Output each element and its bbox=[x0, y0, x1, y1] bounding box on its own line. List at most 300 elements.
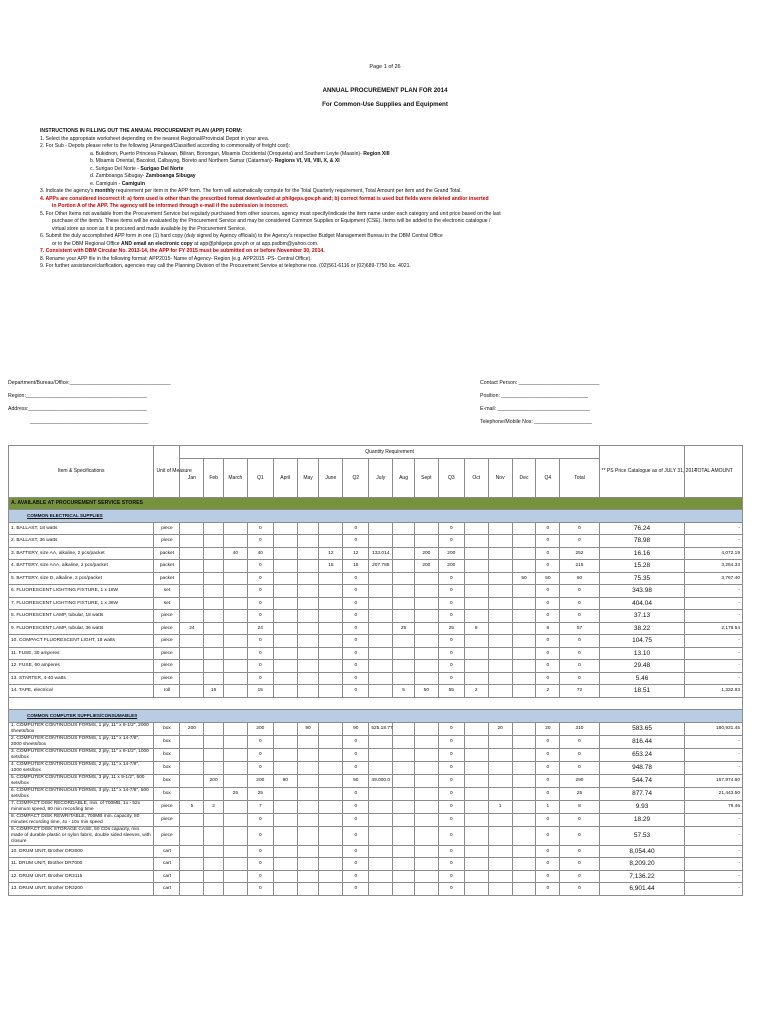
quantity-cell bbox=[180, 813, 204, 826]
quantity-cell: 200 bbox=[180, 722, 204, 735]
unit-price: 18.29 bbox=[599, 813, 685, 826]
total-amount: 1,332.83 bbox=[685, 685, 743, 698]
quantity-cell: 0 bbox=[343, 748, 369, 761]
quantity-cell: 0 bbox=[343, 610, 369, 623]
quantity-cell bbox=[464, 722, 488, 735]
quantity-cell bbox=[393, 610, 415, 623]
quantity-cell: 12 bbox=[343, 547, 369, 560]
quantity-cell bbox=[180, 685, 204, 698]
quantity-cell bbox=[488, 735, 512, 748]
quantity-cell bbox=[273, 826, 297, 845]
quantity-cell bbox=[369, 883, 393, 896]
quantity-cell bbox=[223, 813, 247, 826]
table-row bbox=[9, 883, 743, 896]
quantity-cell: 0 bbox=[560, 761, 599, 774]
total-amount: - bbox=[685, 610, 743, 623]
instruction-2d: d. Zamboanga Sibugay- Zamboanga Sibugay bbox=[90, 173, 196, 179]
unit-of-measure: cart bbox=[154, 858, 180, 871]
unit-of-measure: packet bbox=[154, 560, 180, 573]
unit-of-measure: piece bbox=[154, 800, 180, 813]
quantity-cell: 0 bbox=[560, 597, 599, 610]
table-row bbox=[9, 672, 743, 685]
quantity-cell: 0 bbox=[247, 761, 273, 774]
instruction-8: 8. Rename your APP file in the following format: APP2015- Name of Agency- Region (e.g. APP2015 -PS- Central Office). bbox=[40, 255, 312, 262]
item-name: 14. TAPE, electrical bbox=[9, 685, 154, 698]
quantity-cell bbox=[319, 845, 343, 858]
quantity-cell: 0 bbox=[536, 635, 560, 648]
quantity-cell bbox=[223, 748, 247, 761]
quantity-cell: 0 bbox=[438, 610, 464, 623]
quantity-cell bbox=[273, 787, 297, 800]
quantity-cell bbox=[488, 647, 512, 660]
unit-price: 76.24 bbox=[599, 522, 685, 535]
quantity-cell bbox=[319, 722, 343, 735]
quantity-cell bbox=[393, 547, 415, 560]
quantity-cell bbox=[223, 845, 247, 858]
quantity-cell bbox=[512, 610, 536, 623]
quantity-cell: 215 bbox=[560, 560, 599, 573]
quantity-cell bbox=[297, 826, 319, 845]
column-header-month: Q4 bbox=[536, 458, 560, 497]
item-name: 2. COMPUTER CONTINUOUS FORMS, 1 ply, 11" x 14-7/8", 2000 sheets/box bbox=[9, 735, 154, 748]
total-amount: 2,178.54 bbox=[685, 622, 743, 635]
quantity-cell bbox=[414, 735, 438, 748]
quantity-cell bbox=[414, 826, 438, 845]
quantity-cell bbox=[319, 774, 343, 787]
unit-of-measure: packet bbox=[154, 547, 180, 560]
quantity-cell bbox=[512, 748, 536, 761]
table-row bbox=[9, 845, 743, 858]
quantity-cell: 0 bbox=[438, 800, 464, 813]
quantity-cell bbox=[223, 610, 247, 623]
instruction-2: 2. For Sub - Depots please refer to the following (Arranged/Classified according to commonality of freight cost): bbox=[40, 143, 290, 149]
quantity-cell bbox=[488, 870, 512, 883]
quantity-cell bbox=[273, 883, 297, 896]
quantity-cell: 0 bbox=[560, 522, 599, 535]
quantity-cell: 0 bbox=[536, 647, 560, 660]
column-header-item: Item & Specifications bbox=[9, 446, 154, 498]
quantity-cell bbox=[414, 672, 438, 685]
quantity-cell bbox=[180, 660, 204, 673]
quantity-cell bbox=[223, 635, 247, 648]
quantity-cell bbox=[319, 522, 343, 535]
quantity-cell bbox=[393, 660, 415, 673]
quantity-cell bbox=[488, 845, 512, 858]
quantity-cell: 0 bbox=[343, 685, 369, 698]
item-name: 12. FUSE, 60 amperes bbox=[9, 660, 154, 673]
quantity-cell bbox=[369, 787, 393, 800]
quantity-cell bbox=[223, 522, 247, 535]
quantity-cell: 0 bbox=[536, 748, 560, 761]
instruction-3: 3. Indicate the agency's monthly requirement per item in the APP form. The form will automatically compute for the Total Quarterly requirement, Total Amount per item and the Grand Total. bbox=[40, 188, 462, 194]
quantity-cell bbox=[223, 826, 247, 845]
quantity-cell bbox=[464, 572, 488, 585]
quantity-cell bbox=[464, 672, 488, 685]
quantity-cell bbox=[369, 660, 393, 673]
instructions-block bbox=[40, 128, 740, 271]
quantity-cell bbox=[369, 585, 393, 598]
unit-of-measure: piece bbox=[154, 635, 180, 648]
item-name: 7. COMPACT DISK RECORDABLE, min. of 700MB, 1x - 52x minimum speed, 80 min recording time bbox=[9, 800, 154, 813]
quantity-cell bbox=[204, 522, 224, 535]
total-amount: - bbox=[685, 858, 743, 871]
column-header-quantity: Quantity Requirement bbox=[180, 446, 599, 459]
table-row bbox=[9, 622, 743, 635]
item-name: 11. FUSE, 30 amperes bbox=[9, 647, 154, 660]
quantity-cell bbox=[297, 635, 319, 648]
region-field[interactable]: Region:__________________________________________ bbox=[8, 393, 148, 399]
quantity-cell bbox=[180, 748, 204, 761]
quantity-cell: 0 bbox=[343, 813, 369, 826]
quantity-cell bbox=[319, 597, 343, 610]
unit-price: 78.98 bbox=[599, 535, 685, 548]
table-row bbox=[9, 826, 743, 845]
item-name: 12. DRUM UNIT, Brother DR3115 bbox=[9, 870, 154, 883]
total-amount: - bbox=[685, 535, 743, 548]
quantity-cell: 0 bbox=[247, 813, 273, 826]
telephone-field[interactable]: Telephone/Mobile Nos: ____________________ bbox=[480, 419, 592, 425]
item-name: 1. COMPUTER CONTINUOUS FORMS, 1 ply, 11" x 9-1/2", 2000 sheets/box bbox=[9, 722, 154, 735]
quantity-cell bbox=[297, 735, 319, 748]
quantity-cell: 290 bbox=[560, 774, 599, 787]
quantity-cell: 90 bbox=[297, 722, 319, 735]
quantity-cell: 0 bbox=[247, 597, 273, 610]
table-row bbox=[9, 635, 743, 648]
quantity-cell bbox=[512, 522, 536, 535]
quantity-cell: 24 bbox=[180, 622, 204, 635]
item-name: 10. COMPACT FLUORESCENT LIGHT, 18 watts bbox=[9, 635, 154, 648]
quantity-cell bbox=[488, 858, 512, 871]
unit-price: 948.78 bbox=[599, 761, 685, 774]
item-name: 3. BATTERY, size AA, alkaline, 2 pcs/packet bbox=[9, 547, 154, 560]
quantity-cell: 310 bbox=[560, 722, 599, 735]
quantity-cell bbox=[297, 748, 319, 761]
quantity-cell bbox=[464, 585, 488, 598]
quantity-cell: 50 bbox=[560, 572, 599, 585]
quantity-cell: 0 bbox=[247, 660, 273, 673]
quantity-cell bbox=[273, 535, 297, 548]
quantity-cell: 2 bbox=[536, 685, 560, 698]
quantity-cell: 0 bbox=[438, 787, 464, 800]
quantity-cell: 0 bbox=[343, 826, 369, 845]
quantity-cell: 90 bbox=[343, 722, 369, 735]
quantity-cell: 0 bbox=[438, 735, 464, 748]
quantity-cell bbox=[223, 560, 247, 573]
quantity-cell bbox=[512, 800, 536, 813]
quantity-cell bbox=[512, 826, 536, 845]
quantity-cell bbox=[464, 748, 488, 761]
quantity-cell bbox=[369, 870, 393, 883]
quantity-cell: 0 bbox=[343, 647, 369, 660]
quantity-cell: 5 bbox=[180, 800, 204, 813]
quantity-cell: 0 bbox=[438, 572, 464, 585]
quantity-cell: 0 bbox=[438, 883, 464, 896]
quantity-cell bbox=[414, 535, 438, 548]
instruction-1: 1. Select the appropriate worksheet depending on the nearest Regional/Provincial Depot in your area. bbox=[40, 135, 270, 142]
column-header-month: May bbox=[297, 458, 319, 497]
quantity-cell bbox=[297, 845, 319, 858]
total-amount: 79.46 bbox=[685, 800, 743, 813]
quantity-cell bbox=[223, 870, 247, 883]
subsection-header: COMMON COMPUTER SUPPLIES/CONSUMABLES bbox=[9, 710, 743, 723]
quantity-cell: 1 bbox=[536, 800, 560, 813]
quantity-cell bbox=[414, 635, 438, 648]
total-amount: - bbox=[685, 735, 743, 748]
quantity-cell bbox=[223, 883, 247, 896]
column-header-month: July bbox=[369, 458, 393, 497]
total-amount: - bbox=[685, 522, 743, 535]
quantity-cell: 0 bbox=[560, 610, 599, 623]
quantity-cell bbox=[180, 845, 204, 858]
quantity-cell bbox=[204, 826, 224, 845]
item-name: 8. FLUORESCENT LAMP, tubular, 18 watts bbox=[9, 610, 154, 623]
quantity-cell: 8 bbox=[560, 800, 599, 813]
unit-of-measure: box bbox=[154, 735, 180, 748]
quantity-cell: 0 bbox=[560, 870, 599, 883]
total-amount: - bbox=[685, 883, 743, 896]
quantity-cell bbox=[273, 813, 297, 826]
quantity-cell bbox=[512, 735, 536, 748]
quantity-cell: 15 bbox=[204, 685, 224, 698]
quantity-cell bbox=[204, 572, 224, 585]
quantity-cell bbox=[369, 610, 393, 623]
quantity-cell bbox=[180, 826, 204, 845]
quantity-cell bbox=[512, 660, 536, 673]
quantity-cell: 0 bbox=[247, 748, 273, 761]
unit-price: 343.98 bbox=[599, 585, 685, 598]
table-row bbox=[9, 870, 743, 883]
subsection-row bbox=[9, 710, 743, 723]
quantity-cell bbox=[393, 522, 415, 535]
quantity-cell: 0 bbox=[438, 774, 464, 787]
quantity-cell: 0 bbox=[343, 883, 369, 896]
quantity-cell: 8 bbox=[464, 622, 488, 635]
contact-person-field[interactable]: Contact Person: ____________________________ bbox=[480, 380, 600, 386]
quantity-cell bbox=[297, 787, 319, 800]
quantity-cell bbox=[223, 735, 247, 748]
quantity-cell: 0 bbox=[536, 672, 560, 685]
unit-price: 9.93 bbox=[599, 800, 685, 813]
unit-of-measure: box bbox=[154, 774, 180, 787]
quantity-cell: 25 bbox=[247, 787, 273, 800]
quantity-cell bbox=[297, 535, 319, 548]
table-row bbox=[9, 761, 743, 774]
quantity-cell: 0 bbox=[247, 735, 273, 748]
quantity-cell bbox=[393, 647, 415, 660]
quantity-cell bbox=[319, 622, 343, 635]
quantity-cell bbox=[297, 870, 319, 883]
quantity-cell bbox=[488, 547, 512, 560]
total-amount: 4,072.19 bbox=[685, 547, 743, 560]
item-name: 4. COMPUTER CONTINUOUS FORMS, 2 ply, 11" x 14-7/8", 1000 sets/box bbox=[9, 761, 154, 774]
quantity-cell bbox=[414, 774, 438, 787]
quantity-cell bbox=[319, 660, 343, 673]
quantity-cell bbox=[393, 870, 415, 883]
quantity-cell bbox=[319, 761, 343, 774]
quantity-cell bbox=[180, 774, 204, 787]
quantity-cell bbox=[223, 535, 247, 548]
total-amount: - bbox=[685, 826, 743, 845]
quantity-cell: 0 bbox=[536, 870, 560, 883]
unit-of-measure: box bbox=[154, 761, 180, 774]
quantity-cell: 0 bbox=[247, 535, 273, 548]
quantity-cell bbox=[204, 813, 224, 826]
quantity-cell bbox=[464, 826, 488, 845]
quantity-cell: 15 bbox=[343, 560, 369, 573]
quantity-cell: 0 bbox=[560, 660, 599, 673]
quantity-cell bbox=[204, 748, 224, 761]
email-field[interactable]: E-mail: ________________________________ bbox=[480, 406, 590, 412]
quantity-cell: 0 bbox=[247, 826, 273, 845]
quantity-cell bbox=[297, 547, 319, 560]
unit-of-measure: piece bbox=[154, 535, 180, 548]
unit-of-measure: piece bbox=[154, 622, 180, 635]
column-header-month: June bbox=[319, 458, 343, 497]
header-row-quantity bbox=[9, 446, 743, 459]
quantity-cell: 0 bbox=[438, 522, 464, 535]
instruction-5-cont2: virtual store as soon as it is procured and made available by the Procurement Service. bbox=[52, 225, 247, 232]
quantity-cell bbox=[319, 883, 343, 896]
section-header-row bbox=[9, 497, 743, 510]
quantity-cell: 0 bbox=[343, 622, 369, 635]
quantity-cell bbox=[393, 560, 415, 573]
quantity-cell: 0 bbox=[343, 800, 369, 813]
quantity-cell bbox=[180, 735, 204, 748]
quantity-cell bbox=[369, 622, 393, 635]
item-name: 11. DRUM UNIT, Brother DR7000 bbox=[9, 858, 154, 871]
unit-price: 653.24 bbox=[599, 748, 685, 761]
instruction-7: 7. Consistent with DBM Circular No. 2013-14, the APP for FY 2015 must be submitted on or before November 30, 2014. bbox=[40, 248, 325, 254]
quantity-cell bbox=[204, 535, 224, 548]
instruction-4: 4. APPs are considered incorrect if: a) form used is other than the prescribed format downloaded at philgeps.gov.ph and; b) correct format is used but fields were deleted and/or inserted bbox=[40, 195, 489, 202]
quantity-cell bbox=[297, 622, 319, 635]
quantity-cell bbox=[393, 585, 415, 598]
document-title: ANNUAL PROCUREMENT PLAN FOR 2014 bbox=[322, 87, 448, 94]
quantity-cell bbox=[319, 800, 343, 813]
table-row bbox=[9, 647, 743, 660]
table-row bbox=[9, 597, 743, 610]
quantity-cell: 200 bbox=[414, 547, 438, 560]
quantity-cell bbox=[488, 761, 512, 774]
quantity-cell: 0 bbox=[247, 672, 273, 685]
quantity-cell bbox=[393, 761, 415, 774]
quantity-cell bbox=[369, 572, 393, 585]
address-field[interactable]: Address:_________________________________________ bbox=[8, 406, 147, 412]
quantity-cell: 0 bbox=[247, 647, 273, 660]
quantity-cell: 0 bbox=[536, 774, 560, 787]
quantity-cell bbox=[273, 761, 297, 774]
section-header: A. AVAILABLE AT PROCUREMENT SERVICE STORES bbox=[9, 497, 743, 510]
quantity-cell: 0 bbox=[536, 826, 560, 845]
quantity-cell bbox=[297, 610, 319, 623]
quantity-cell bbox=[414, 722, 438, 735]
table-row bbox=[9, 522, 743, 535]
unit-price: 15.28 bbox=[599, 560, 685, 573]
quantity-cell: 200 bbox=[438, 547, 464, 560]
quantity-cell bbox=[488, 883, 512, 896]
unit-price: 29.48 bbox=[599, 660, 685, 673]
total-amount: - bbox=[685, 813, 743, 826]
quantity-cell bbox=[488, 685, 512, 698]
quantity-cell bbox=[180, 522, 204, 535]
quantity-cell bbox=[180, 547, 204, 560]
quantity-cell bbox=[273, 635, 297, 648]
quantity-cell bbox=[180, 535, 204, 548]
quantity-cell bbox=[393, 572, 415, 585]
quantity-cell bbox=[512, 560, 536, 573]
quantity-cell bbox=[512, 622, 536, 635]
unit-of-measure: set bbox=[154, 585, 180, 598]
quantity-cell bbox=[488, 787, 512, 800]
unit-price: 57.53 bbox=[599, 826, 685, 845]
spacer-row bbox=[9, 697, 743, 710]
column-header-month: April bbox=[273, 458, 297, 497]
quantity-cell bbox=[414, 522, 438, 535]
quantity-cell bbox=[204, 735, 224, 748]
quantity-cell bbox=[297, 522, 319, 535]
quantity-cell bbox=[180, 585, 204, 598]
quantity-cell bbox=[297, 685, 319, 698]
page-number: Page 1 of 26 bbox=[369, 64, 401, 70]
quantity-cell bbox=[393, 748, 415, 761]
quantity-cell bbox=[512, 858, 536, 871]
quantity-cell bbox=[369, 535, 393, 548]
quantity-cell bbox=[273, 858, 297, 871]
quantity-cell bbox=[180, 572, 204, 585]
quantity-cell: 0 bbox=[560, 585, 599, 598]
department-field[interactable]: Department/Bureau/Office:___________________________________ bbox=[8, 380, 171, 386]
procurement-table bbox=[8, 445, 743, 975]
quantity-cell bbox=[414, 787, 438, 800]
quantity-cell: 49.000.0 bbox=[369, 774, 393, 787]
quantity-cell bbox=[393, 635, 415, 648]
quantity-cell bbox=[273, 722, 297, 735]
quantity-cell bbox=[414, 870, 438, 883]
quantity-cell: 0 bbox=[536, 787, 560, 800]
column-header-month: Q3 bbox=[438, 458, 464, 497]
unit-price: 104.75 bbox=[599, 635, 685, 648]
quantity-cell: 0 bbox=[343, 735, 369, 748]
total-amount: - bbox=[685, 647, 743, 660]
quantity-cell: 0 bbox=[247, 572, 273, 585]
document-subtitle: For Common-Use Supplies and Equipment bbox=[322, 101, 448, 108]
quantity-cell bbox=[180, 883, 204, 896]
quantity-cell bbox=[393, 672, 415, 685]
table-row bbox=[9, 735, 743, 748]
quantity-cell: 0 bbox=[536, 813, 560, 826]
quantity-cell: 0 bbox=[343, 535, 369, 548]
quantity-cell: 0 bbox=[247, 858, 273, 871]
quantity-cell: 0 bbox=[536, 845, 560, 858]
quantity-cell bbox=[393, 774, 415, 787]
address-field-line2[interactable]: _________________________________________ bbox=[30, 419, 149, 425]
quantity-cell: 2 bbox=[464, 685, 488, 698]
quantity-cell bbox=[393, 883, 415, 896]
table-row bbox=[9, 774, 743, 787]
quantity-cell: 0 bbox=[536, 660, 560, 673]
table-row bbox=[9, 660, 743, 673]
quantity-cell bbox=[204, 883, 224, 896]
quantity-cell bbox=[512, 535, 536, 548]
column-header-month: Q1 bbox=[247, 458, 273, 497]
item-name: 5. BATTERY, size D, alkaline, 2 pcs/packet bbox=[9, 572, 154, 585]
quantity-cell bbox=[369, 800, 393, 813]
position-field[interactable]: Position: ______________________________ bbox=[480, 393, 588, 399]
quantity-cell bbox=[369, 672, 393, 685]
unit-price: 877.74 bbox=[599, 787, 685, 800]
quantity-cell: 200 bbox=[247, 774, 273, 787]
quantity-cell bbox=[464, 647, 488, 660]
